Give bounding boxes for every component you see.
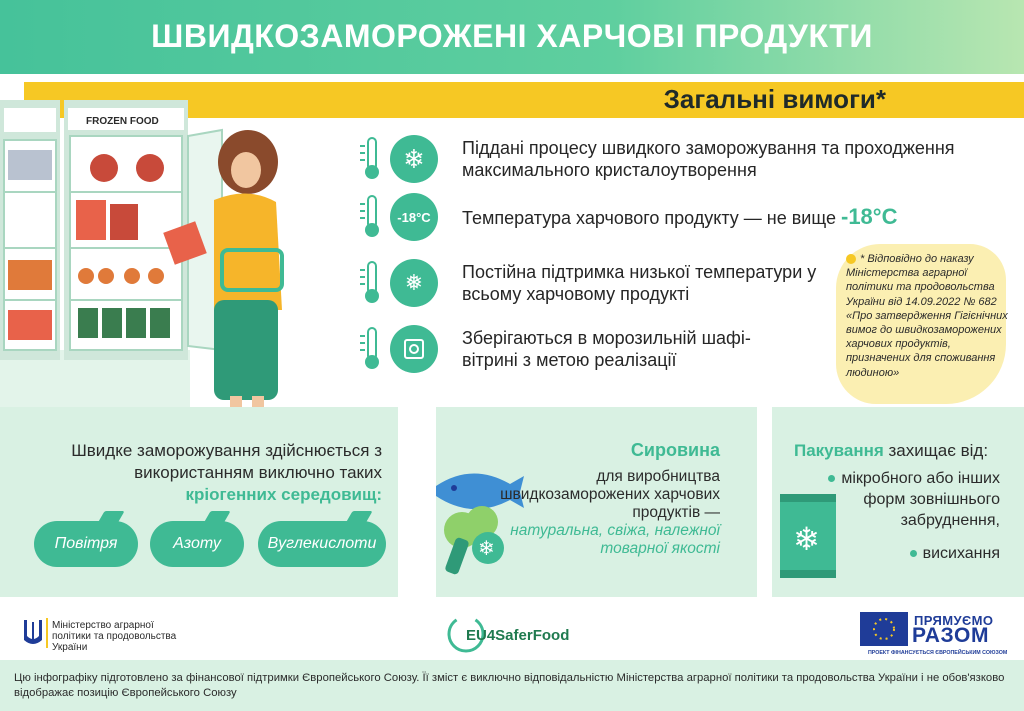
minus18-icon: -18°C (390, 193, 438, 241)
bubble-air: Повітря (34, 521, 138, 567)
thermometer-icon (360, 260, 384, 306)
snowflake-icon: ❄ (390, 135, 438, 183)
bubble-carbon-dioxide: Вуглекислоти (258, 521, 386, 567)
thermometer-icon (360, 194, 384, 240)
raw-material-accent: натуральна, свіжа, належної товарної якості (510, 522, 720, 557)
requirement-2 (360, 193, 897, 241)
frozen-food-illustration (0, 100, 300, 420)
packaging-title: Пакування захищає від: (794, 441, 989, 460)
ministry-name: Міністерство аграрної політики та продовольства України (52, 620, 177, 653)
bubble-nitrogen: Азоту (150, 521, 244, 567)
requirement-3 (360, 259, 862, 307)
raw-material-title: Сировина (630, 440, 720, 460)
bullet-icon (828, 475, 835, 482)
razom-small-label: ПРОЕКТ ФІНАНСУЄТЬСЯ ЄВРОПЕЙСЬКИМ СОЮЗОМ (868, 650, 1008, 656)
requirement-4 (360, 325, 782, 373)
raw-material-text: для виробництва швидкозаморожених харчових продуктів — натуральна, свіжа, належної товарної якості (500, 468, 720, 557)
legal-note: * Відповідно до наказу Міністерства аграрної політики та продовольства України від 14.09.2022 № 682 «Про затвердження Гігієнічних вимог до швидкозаморожених харчових продуктів, призначених для споживання людиною» (846, 253, 1008, 379)
packaging-list (800, 468, 1000, 564)
page-title: ШВИДКОЗАМОРОЖЕНІ ХАРЧОВІ ПРОДУКТИ (151, 18, 873, 54)
requirement-4-text: Зберігаються в морозильній шафі-вітрині з метою реалізації (462, 328, 751, 370)
thermometer-icon (360, 136, 384, 182)
requirement-1 (360, 135, 1002, 183)
ministry-divider (46, 618, 48, 648)
freezer-label: FROZEN FOOD (86, 116, 159, 127)
legal-note-quote: «Про затвердження Гігієнічних вимог до швидкозаморожених харчових продуктів, призначених для споживання людиною» (846, 309, 1008, 379)
section-title: Загальні вимоги* (663, 84, 886, 114)
bullet-icon (910, 550, 917, 557)
svg-text:❄: ❄ (793, 520, 820, 558)
eu4safer-food-logo: EU4SaferFood (466, 627, 570, 644)
requirement-1-text: Піддані процесу швидкого заморожування та проходження максимального кристалоутворення (462, 138, 955, 180)
footer-disclaimer: Цю інфографіку підготовлено за фінансової підтримки Європейського Союзу. Її зміст є виключно відповідальністю Міністерства аграрної політики та продовольства України і не обов'язково відображає позицію Європейського Союзу (14, 672, 1005, 699)
razom-top-label: ПРЯМУЄМО (914, 613, 994, 628)
temperature-value: -18°C (841, 203, 898, 229)
ukraine-trident-icon (22, 618, 44, 648)
fish-snowflake-icon: ❅ (390, 259, 438, 307)
asterisk-dot-icon (846, 254, 856, 264)
svg-text:❄: ❄ (478, 536, 495, 560)
packaging-item: висихання (800, 543, 1000, 564)
requirement-2-text: Температура харчового продукту — не вище -18°C (462, 203, 898, 229)
cryogenic-text: Швидке заморожування здійснюється з використанням виключно таких кріогенних середовищ: (71, 441, 382, 504)
cryogenic-accent: кріогенних середовищ: (185, 485, 382, 504)
eu-flag-icon (860, 612, 908, 646)
packaging-item: мікробного або інших форм зовнішнього забруднення, (800, 468, 1000, 531)
thermometer-icon (360, 326, 384, 372)
freezer-icon (390, 325, 438, 373)
razom-label: РАЗОМ (912, 624, 990, 647)
requirement-3-text: Постійна підтримка низької температури у всьому харчовому продукті (462, 262, 817, 304)
